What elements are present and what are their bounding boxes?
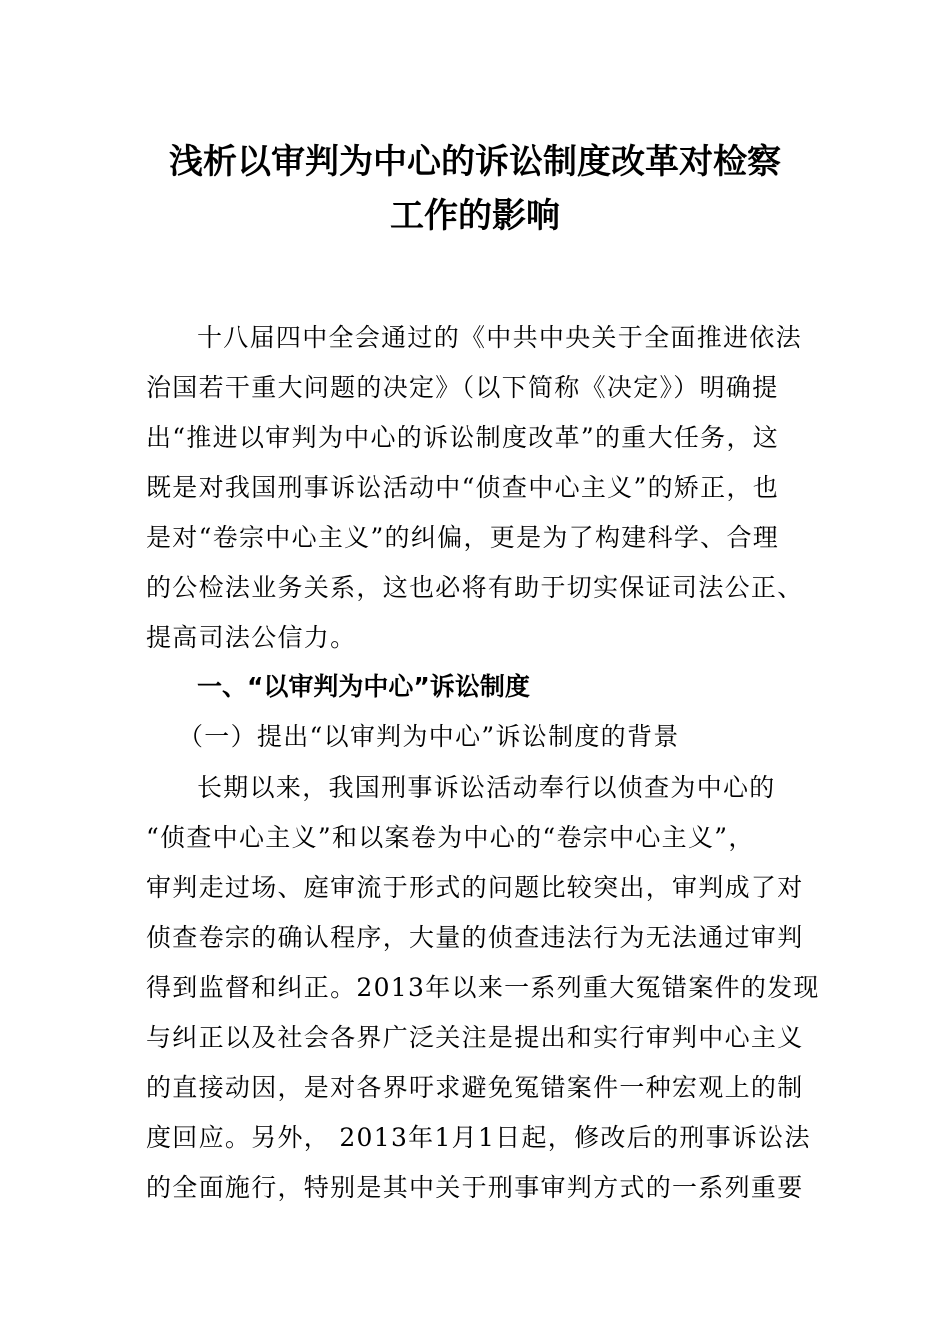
body-line: 与纠正以及社会各界广泛关注是提出和实行审判中心主义	[146, 1023, 804, 1052]
body-line: “侦查中心主义”和以案卷为中心的“卷宗中心主义”，	[146, 823, 755, 852]
body-line: 度回应。另外， 2013年1月1日起，修改后的刑事诉讼法	[146, 1123, 811, 1152]
body-line: 侦查卷宗的确认程序，大量的侦查违法行为无法通过审判	[146, 923, 804, 952]
subsection-heading: （一）提出“以审判为中心”诉讼制度的背景	[178, 722, 680, 751]
body-line: 的全面施行，特别是其中关于刑事审判方式的一系列重要	[146, 1173, 804, 1202]
intro-line: 出“推进以审判为中心的诉讼制度改革”的重大任务，这	[146, 423, 780, 452]
intro-line: 提高司法公信力。	[146, 623, 357, 652]
intro-line: 治国若干重大问题的决定》（以下简称《决定》）明确提	[146, 373, 779, 402]
document-title-line-2: 工作的影响	[390, 196, 560, 236]
document-title-line-1: 浅析以审判为中心的诉讼制度改革对检察	[169, 142, 781, 182]
body-line: 得到监督和纠正。2013年以来一系列重大冤错案件的发现	[146, 973, 820, 1002]
intro-line: 的公检法业务关系，这也必将有助于切实保证司法公正、	[146, 573, 804, 602]
intro-line: 既是对我国刑事诉讼活动中“侦查中心主义”的矫正，也	[146, 473, 780, 502]
intro-line: 十八届四中全会通过的《中共中央关于全面推进依法	[197, 323, 802, 352]
body-line: 审判走过场、庭审流于形式的问题比较突出，审判成了对	[146, 873, 804, 902]
intro-line: 是对“卷宗中心主义”的纠偏，更是为了构建科学、合理	[146, 523, 780, 552]
body-line: 的直接动因，是对各界吁求避免冤错案件一种宏观上的制	[146, 1073, 804, 1102]
section-heading: 一、“以审判为中心”诉讼制度	[197, 672, 530, 701]
body-line: 长期以来，我国刑事诉讼活动奉行以侦查为中心的	[197, 773, 776, 802]
